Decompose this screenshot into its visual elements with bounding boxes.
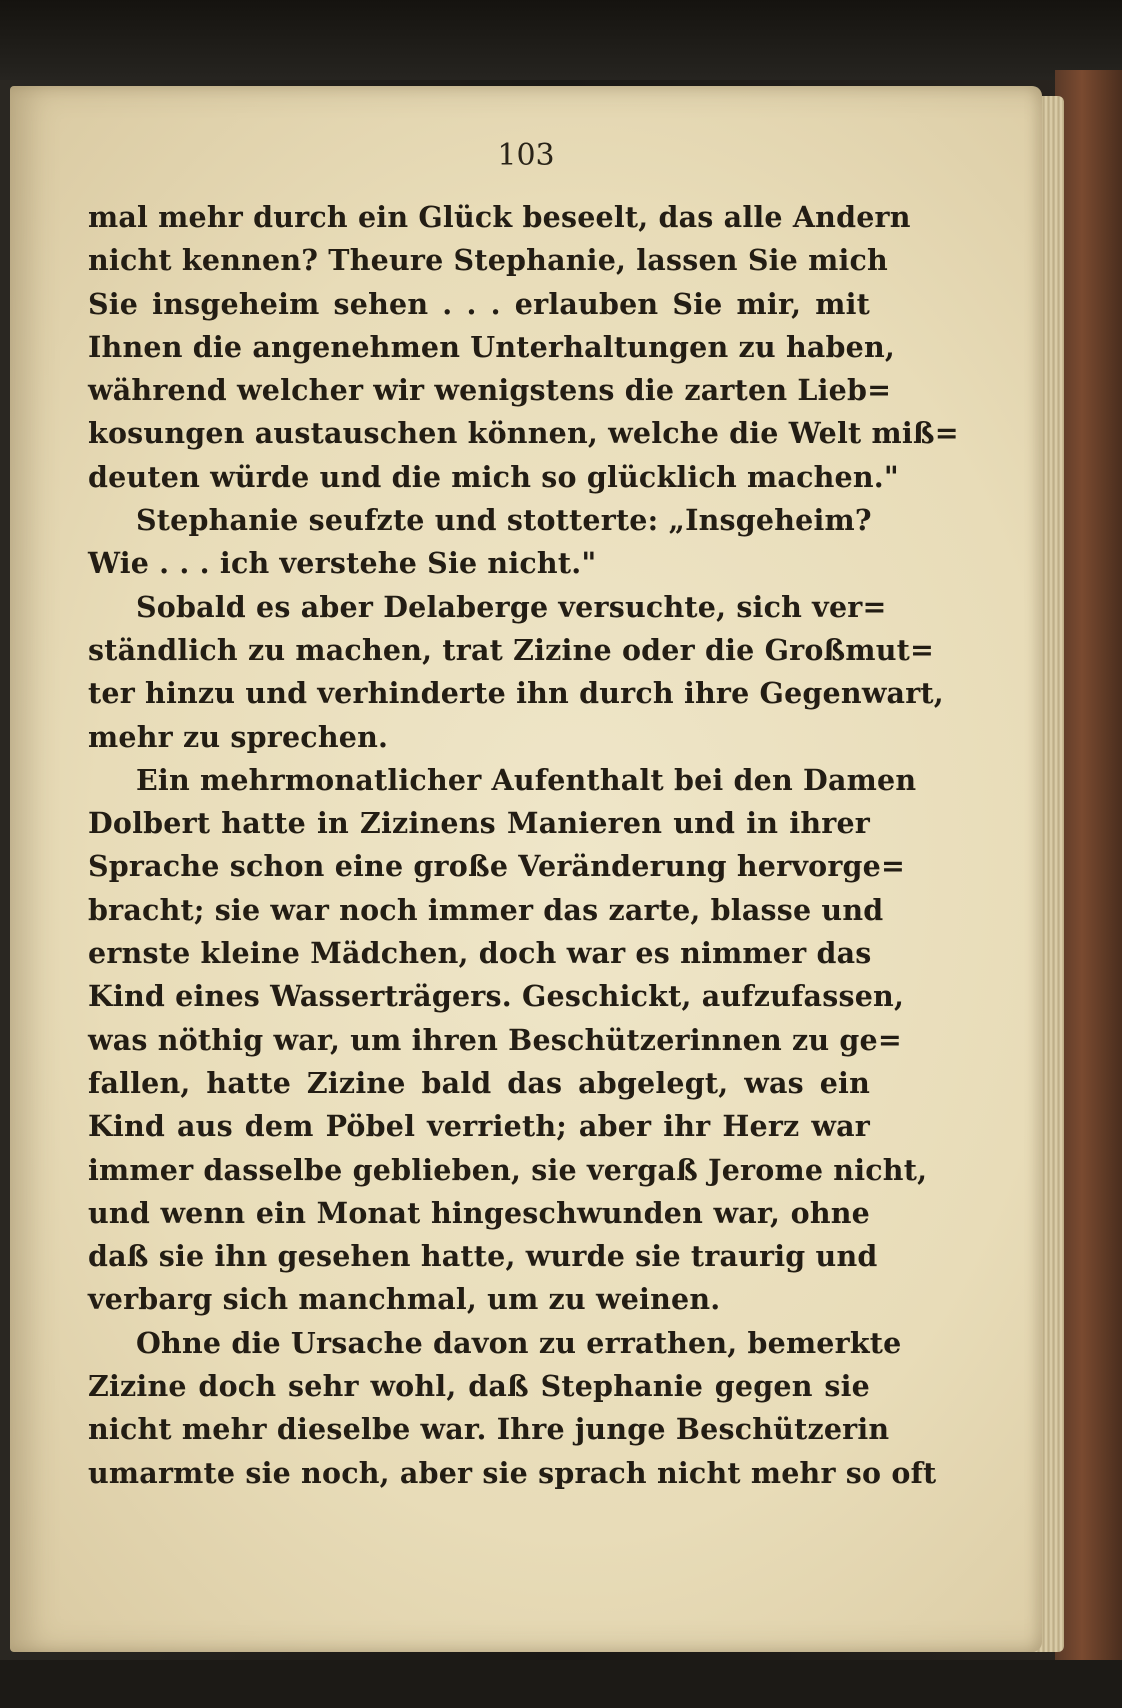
text-line: fallen, hatte Zizine bald das abgelegt, was ein: [88, 1065, 870, 1100]
text-line: deuten würde und die mich so glücklich machen.": [88, 459, 899, 494]
text-line: mal mehr durch ein Glück beseelt, das alle Andern: [88, 200, 911, 234]
text-line: verbarg sich manchmal, um zu weinen.: [88, 1282, 721, 1317]
text-line: kosungen austauschen können, welche die Welt miß=: [88, 416, 959, 451]
text-line: und wenn ein Monat hingeschwunden war, ohne: [88, 1195, 870, 1230]
text-line: bracht; sie war noch immer das zarte, blasse und: [88, 892, 884, 927]
book-page: [10, 86, 1042, 1652]
text-line: Ein mehrmonatlicher Aufenthalt bei den Damen: [136, 762, 917, 797]
text-line: umarmte sie noch, aber sie sprach nicht mehr so oft: [88, 1455, 937, 1490]
text-line: ernste kleine Mädchen, doch war es nimmer das: [88, 936, 872, 971]
text-line: Stephanie seufzte und stotterte: „Insgeheim?: [136, 503, 872, 538]
page-number: 103: [497, 138, 555, 173]
text-line: Sobald es aber Delaberge versuchte, sich ver=: [136, 589, 887, 624]
text-line: daß sie ihn gesehen hatte, wurde sie traurig und: [88, 1239, 878, 1274]
book-cover-edge: [1055, 70, 1122, 1708]
book-cover-top: [0, 0, 1122, 80]
text-line: Ohne die Ursache davon zu errathen, bemerkte: [136, 1325, 902, 1360]
page-text: [88, 196, 959, 1495]
text-line: Sie insgeheim sehen . . . erlauben Sie mir, mit: [88, 286, 870, 321]
text-line: nicht mehr dieselbe war. Ihre junge Beschützerin: [88, 1412, 890, 1447]
text-line: was nöthig war, um ihren Beschützerinnen zu ge=: [88, 1022, 902, 1057]
text-line: ständlich zu machen, trat Zizine oder die Großmut=: [88, 632, 935, 667]
text-line: nicht kennen? Theure Stephanie, lassen Sie mich: [88, 243, 888, 278]
text-line: Dolbert hatte in Zizinens Manieren und in ihrer: [88, 806, 870, 841]
text-line: immer dasselbe geblieben, sie vergaß Jerome nicht,: [88, 1152, 928, 1187]
text-line: Ihnen die angenehmen Unterhaltungen zu haben,: [88, 329, 896, 364]
text-line: Zizine doch sehr wohl, daß Stephanie gegen sie: [88, 1369, 870, 1404]
text-line: mehr zu sprechen.: [88, 719, 389, 754]
text-line: Sprache schon eine große Veränderung hervorge=: [88, 849, 906, 884]
book-cover-bottom: [0, 1660, 1122, 1708]
text-line: ter hinzu und verhinderte ihn durch ihre Gegenwart,: [88, 676, 944, 711]
text-line: Kind aus dem Pöbel verrieth; aber ihr Herz war: [88, 1109, 870, 1144]
text-line: Kind eines Wasserträgers. Geschickt, aufzufassen,: [88, 979, 905, 1014]
text-line: Wie . . . ich verstehe Sie nicht.": [88, 546, 597, 581]
text-line: während welcher wir wenigstens die zarten Lieb=: [88, 373, 892, 408]
